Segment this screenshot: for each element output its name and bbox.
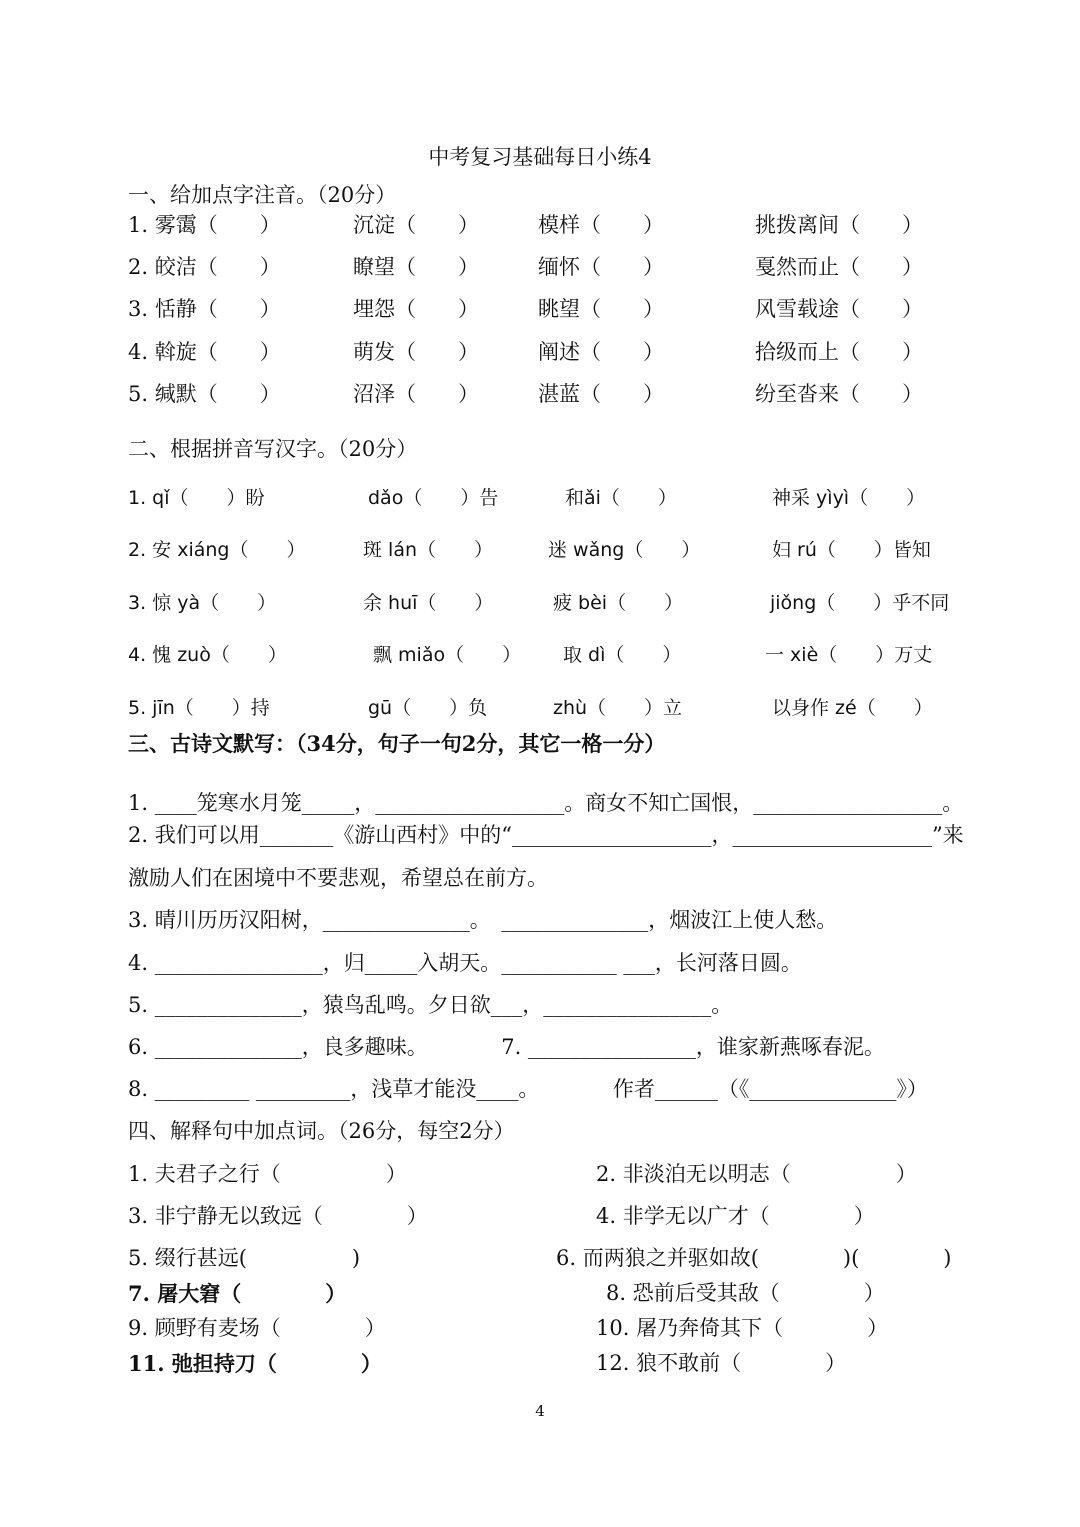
section2-row-5 (0, 699, 1080, 729)
s4-item: 7. 屠大窘（ ） (128, 1281, 347, 1306)
s1-item: 沼泽（ ） (353, 382, 479, 406)
section1-row-2 (0, 257, 1080, 287)
section1-heading: 一、给加点字注音。（20分） (128, 183, 397, 207)
s3-line: 5. ______________，猿鸟乱鸣。夕日欲___，________________。 (128, 993, 733, 1017)
s1-item: 挑拨离间（ ） (755, 213, 923, 237)
s2-item: 妇 rú（ ）皆知 (772, 539, 931, 561)
page-number: 4 (535, 1402, 545, 1420)
s1-item: 湛蓝（ ） (538, 382, 664, 406)
s2-item: 4. 愧 zuò（ ） (128, 644, 287, 666)
s2-item: 余 huī（ ） (363, 592, 494, 614)
section2-row-3 (0, 594, 1080, 624)
s3-line: 6. ______________，良多趣味。 7. ________________，谁家新燕啄春泥。 (128, 1035, 885, 1059)
section4-row-2 (0, 1206, 1080, 1236)
s1-item: 沉淀（ ） (353, 213, 479, 237)
s2-item: 迷 wǎng（ ） (548, 539, 701, 561)
s3-line: 2. 我们可以用_______《游山西村》中的“___________________，___________________”来 (128, 823, 964, 847)
s3-line: 激励人们在困境中不要悲观，希望总在前方。 (128, 866, 548, 890)
s1-item: 阐述（ ） (538, 340, 664, 364)
s2-item: 斑 lán（ ） (363, 539, 494, 561)
s2-item: zhù（ ）立 (553, 697, 683, 719)
section4-row-3 (0, 1248, 1080, 1278)
section1-row-4 (0, 342, 1080, 372)
s3-line: 4. ________________，归_____入胡天。___________ ___，长河落日圆。 (128, 951, 802, 975)
s2-item: 神采 yìyì（ ） (772, 487, 926, 509)
s2-item: 取 dì（ ） (563, 644, 682, 666)
s2-item: 1. qǐ（ ）盼 (128, 487, 265, 509)
s1-item: 缅怀（ ） (538, 255, 664, 279)
s1-item: 眺望（ ） (538, 297, 664, 321)
s2-item: 和ǎi（ ） (565, 487, 677, 509)
s2-item: 3. 惊 yà（ ） (128, 592, 277, 614)
s1-item: 5. 缄默（ ） (128, 382, 281, 406)
s3-line: 1. ____笼寒水月笼_____，__________________。商女不知亡国恨，__________________。 (128, 791, 964, 815)
s1-item: 拾级而上（ ） (755, 340, 923, 364)
page-title: 中考复习基础每日小练4 (428, 145, 652, 169)
section2-row-4 (0, 646, 1080, 676)
section1-row-1 (0, 215, 1080, 245)
section4-row-1 (0, 1164, 1080, 1194)
s4-item: 5. 缀行甚远( ) (128, 1246, 361, 1270)
s2-item: 疲 bèi（ ） (553, 592, 684, 614)
s1-item: 纷至沓来（ ） (755, 382, 923, 406)
section2-heading: 二、根据拼音写汉字。（20分） (128, 437, 418, 461)
s4-item: 11. 弛担持刀（ ） (128, 1351, 382, 1376)
s2-item: 5. jīn（ ）持 (128, 697, 270, 719)
section4-heading: 四、解释句中加点词。（26分，每空2分） (128, 1119, 515, 1143)
s1-item: 4. 斡旋（ ） (128, 340, 281, 364)
s1-item: 1. 雾霭（ ） (128, 213, 281, 237)
s4-item: 9. 顾野有麦场（ ） (128, 1316, 386, 1340)
s4-item: 8. 恐前后受其敌（ ） (606, 1281, 885, 1305)
section1-row-5 (0, 384, 1080, 414)
s1-item: 萌发（ ） (353, 340, 479, 364)
s1-item: 2. 皎洁（ ） (128, 255, 281, 279)
s2-item: dǎo（ ）告 (368, 487, 499, 509)
s4-item: 4. 非学无以广才（ ） (596, 1204, 875, 1228)
s3-line: 8. _________ _________，浅草才能没____。 作者______（《______________》） (128, 1077, 928, 1101)
s3-line: 3. 晴川历历汉阳树，______________。 ______________，烟波江上使人愁。 (128, 908, 838, 932)
s2-item: 2. 安 xiáng（ ） (128, 539, 306, 561)
section2-row-1 (0, 489, 1080, 519)
s2-item: 以身作 zé（ ） (772, 697, 933, 719)
s4-item: 6. 而两狼之并驱如故( )( ) (556, 1246, 952, 1270)
section4-row-5 (0, 1318, 1080, 1348)
s1-item: 风雪载途（ ） (755, 297, 923, 321)
section1-row-3 (0, 299, 1080, 329)
s4-item: 12. 狼不敢前（ ） (596, 1351, 847, 1375)
section2-row-2 (0, 541, 1080, 571)
s4-item: 3. 非宁静无以致远（ ） (128, 1204, 428, 1228)
s2-item: jiǒng（ ）乎不同 (770, 592, 950, 614)
s4-item: 10. 屠乃奔倚其下（ ） (596, 1316, 889, 1340)
s1-item: 瞭望（ ） (353, 255, 479, 279)
s1-item: 模样（ ） (538, 213, 664, 237)
section4-row-4 (0, 1283, 1080, 1313)
s1-item: 戛然而止（ ） (755, 255, 923, 279)
s2-item: gū（ ）负 (368, 697, 488, 719)
section3-heading: 三、古诗文默写：（34分，句子一句2分，其它一格一分） (128, 731, 666, 756)
section4-row-6 (0, 1353, 1080, 1383)
s1-item: 埋怨（ ） (353, 297, 479, 321)
s4-item: 2. 非淡泊无以明志（ ） (596, 1162, 917, 1186)
s1-item: 3. 恬静（ ） (128, 297, 281, 321)
s2-item: 一 xiè（ ）万丈 (765, 644, 933, 666)
s2-item: 飘 miǎo（ ） (373, 644, 522, 666)
s4-item: 1. 夫君子之行（ ） (128, 1162, 407, 1186)
